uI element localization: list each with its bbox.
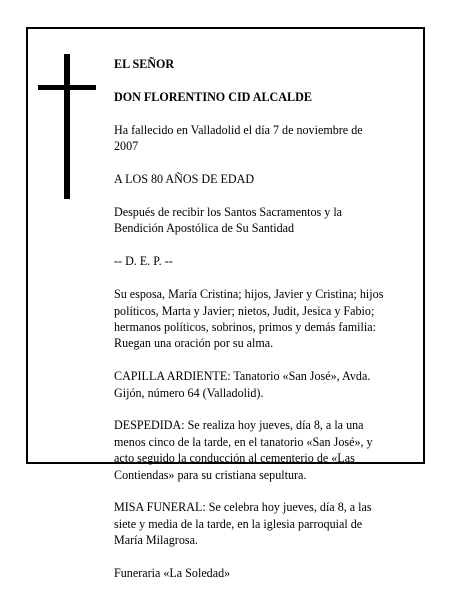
- cross-horizontal-bar: [38, 85, 96, 90]
- family: Su esposa, María Cristina; hijos, Javier y Cristina; hijos políticos, Marta y Javier; nietos, Judit, Jesica y Fabio; hermanos políticos, sobrinos, primos y demás familia: Ruegan una oración por su alma.: [114, 287, 384, 351]
- farewell: DESPEDIDA: Se realiza hoy jueves, día 8, a la una menos cinco de la tarde, en el tanatorio «San José», y acto seguido la conducción al cementerio de «Las Contiendas» para su cristiana sepultura.: [114, 418, 373, 482]
- obituary-notice: [26, 27, 425, 580]
- sacraments: Después de recibir los Santos Sacramentos y la Bendición Apostólica de Su Santidad: [114, 205, 343, 236]
- cross-vertical-bar: [64, 54, 70, 199]
- death-date: Ha fallecido en Valladolid el día 7 de noviembre de 2007: [114, 123, 363, 154]
- deceased-name: DON FLORENTINO CID ALCALDE: [114, 90, 312, 105]
- age: A LOS 80 AÑOS DE EDAD: [114, 172, 255, 187]
- funeral-mass: MISA FUNERAL: Se celebra hoy jueves, día 8, a las siete y media de la tarde, en la iglesia parroquial de María Milagrosa.: [114, 500, 372, 548]
- chapel: CAPILLA ARDIENTE: Tanatorio «San José», Avda. Gijón, número 64 (Valladolid).: [114, 369, 371, 400]
- cross-icon: [38, 54, 96, 199]
- obituary-text: [114, 40, 424, 598]
- funeral-home: Funeraria «La Soledad»: [114, 566, 231, 580]
- rip: -- D. E. P. --: [114, 254, 173, 269]
- title-line-1: EL SEÑOR: [114, 57, 175, 72]
